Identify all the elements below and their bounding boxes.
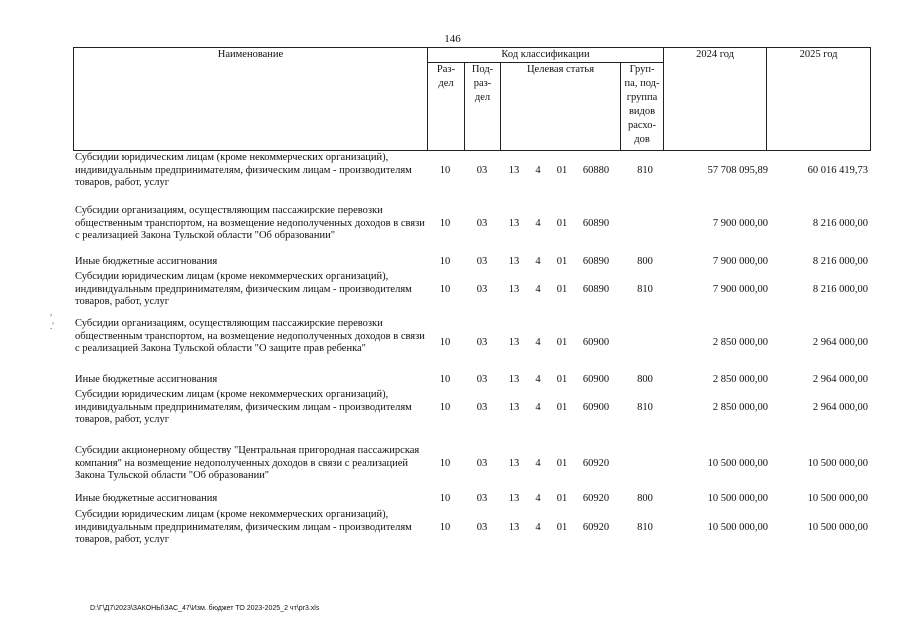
cell-y2025: 10 500 000,00: [807, 458, 868, 469]
cell-y2025: 2 964 000,00: [812, 374, 868, 385]
margin-marks: , .': [50, 307, 54, 331]
cell-y2025: 8 216 000,00: [812, 218, 868, 229]
cell-cs4: 60890: [582, 218, 610, 229]
cell-razdel: 10: [439, 522, 451, 533]
cell-y2025: 2 964 000,00: [812, 337, 868, 348]
cell-cs2: 4: [535, 493, 541, 504]
cell-y2024: 57 708 095,89: [707, 165, 768, 176]
cell-y2025: 8 216 000,00: [812, 256, 868, 267]
row-name: Субсидии юридическим лицам (кроме некоммерческих организаций), индивидуальным предпринимателям, физическим лицам - производителям товаров, работ, услуг: [75, 152, 412, 188]
cell-cs2: 4: [535, 337, 541, 348]
cell-cs4: 60920: [582, 522, 610, 533]
cell-cs4: 60900: [582, 374, 610, 385]
cell-podrazdel: 03: [476, 284, 488, 295]
cell-cs3: 01: [556, 256, 568, 267]
header-2025: 2025 год: [767, 48, 871, 151]
cell-podrazdel: 03: [476, 458, 488, 469]
header-name: Наименование: [74, 48, 428, 151]
cell-y2025: 60 016 419,73: [807, 165, 868, 176]
row-name: Иные бюджетные ассигнования: [75, 256, 218, 267]
cell-cs1: 13: [508, 337, 520, 348]
cell-podrazdel: 03: [476, 165, 488, 176]
cell-cs2: 4: [535, 256, 541, 267]
cell-cs1: 13: [508, 522, 520, 533]
cell-cs3: 01: [556, 218, 568, 229]
cell-razdel: 10: [439, 256, 451, 267]
cell-razdel: 10: [439, 458, 451, 469]
cell-podrazdel: 03: [476, 337, 488, 348]
header-2024: 2024 год: [664, 48, 767, 151]
cell-cs1: 13: [508, 256, 520, 267]
cell-cs1: 13: [508, 458, 520, 469]
row-name: Субсидии юридическим лицам (кроме некоммерческих организаций), индивидуальным предпринимателям, физическим лицам - производителям товаров, работ, услуг: [75, 509, 412, 545]
cell-cs2: 4: [535, 522, 541, 533]
cell-razdel: 10: [439, 218, 451, 229]
cell-cs1: 13: [508, 284, 520, 295]
table-header: [73, 47, 871, 151]
row-name: Иные бюджетные ассигнования: [75, 493, 218, 504]
cell-vid: 800: [637, 493, 653, 504]
cell-cs4: 60880: [582, 165, 610, 176]
cell-y2025: 10 500 000,00: [807, 493, 868, 504]
cell-cs2: 4: [535, 165, 541, 176]
cell-cs1: 13: [508, 402, 520, 413]
cell-cs2: 4: [535, 374, 541, 385]
cell-razdel: 10: [439, 374, 451, 385]
header-podrazdel: Под- раз- дел: [465, 63, 501, 151]
cell-y2025: 10 500 000,00: [807, 522, 868, 533]
page-number: 146: [444, 33, 461, 45]
header-target: Целевая статья: [501, 63, 621, 151]
cell-cs4: 60920: [582, 493, 610, 504]
cell-y2024: 7 900 000,00: [712, 218, 768, 229]
cell-cs3: 01: [556, 402, 568, 413]
row-name: Субсидии юридическим лицам (кроме некоммерческих организаций), индивидуальным предпринимателям, физическим лицам - производителям товаров, работ, услуг: [75, 389, 412, 425]
row-name: Субсидии организациям, осуществляющим пассажирские перевозки общественным транспортом, на возмещение недополученных доходов в связи с реализацией Закона Тульской области "Об образовании": [75, 205, 425, 241]
cell-razdel: 10: [439, 493, 451, 504]
cell-cs3: 01: [556, 374, 568, 385]
cell-cs4: 60900: [582, 337, 610, 348]
cell-cs1: 13: [508, 374, 520, 385]
footer-path: D:\Г\Д7\2023\ЗАКОНЫ\ЗАС_47\Изм. бюджет ТО 2023-2025_2 чт\pr3.xls: [90, 605, 320, 612]
cell-cs3: 01: [556, 458, 568, 469]
cell-y2024: 10 500 000,00: [707, 458, 768, 469]
cell-y2024: 2 850 000,00: [712, 402, 768, 413]
cell-cs3: 01: [556, 284, 568, 295]
cell-y2025: 2 964 000,00: [812, 402, 868, 413]
cell-cs3: 01: [556, 522, 568, 533]
row-name: Субсидии акционерному обществу "Центральная пригородная пассажирская компания" на возмещение недополученных доходов в связи с реализацией Закона Тульской области "Об образовании": [75, 445, 420, 481]
cell-podrazdel: 03: [476, 256, 488, 267]
cell-vid: 810: [637, 284, 653, 295]
cell-vid: 810: [637, 165, 653, 176]
cell-cs3: 01: [556, 337, 568, 348]
cell-podrazdel: 03: [476, 402, 488, 413]
row-name: Иные бюджетные ассигнования: [75, 374, 218, 385]
cell-y2024: 2 850 000,00: [712, 374, 768, 385]
cell-y2024: 10 500 000,00: [707, 493, 768, 504]
row-name: Субсидии организациям, осуществляющим пассажирские перевозки общественным транспортом, на возмещение недополученных доходов в связи с реализацией Закона Тульской области "О защите прав ребенка": [75, 318, 425, 354]
cell-cs1: 13: [508, 218, 520, 229]
cell-podrazdel: 03: [476, 493, 488, 504]
cell-cs1: 13: [508, 493, 520, 504]
cell-cs1: 13: [508, 165, 520, 176]
cell-cs3: 01: [556, 493, 568, 504]
cell-vid: 810: [637, 522, 653, 533]
header-code-group: Код классификации: [428, 48, 664, 63]
cell-cs2: 4: [535, 284, 541, 295]
cell-cs2: 4: [535, 402, 541, 413]
cell-vid: 800: [637, 256, 653, 267]
row-name: Субсидии юридическим лицам (кроме некоммерческих организаций), индивидуальным предпринимателям, физическим лицам - производителям товаров, работ, услуг: [75, 271, 412, 307]
cell-cs4: 60920: [582, 458, 610, 469]
cell-y2024: 7 900 000,00: [712, 284, 768, 295]
header-group: Груп- па, под- группа видов расхо- дов: [621, 63, 664, 151]
cell-razdel: 10: [439, 402, 451, 413]
cell-razdel: 10: [439, 165, 451, 176]
cell-y2024: 2 850 000,00: [712, 337, 768, 348]
cell-cs4: 60890: [582, 284, 610, 295]
cell-podrazdel: 03: [476, 522, 488, 533]
cell-y2024: 10 500 000,00: [707, 522, 768, 533]
cell-y2024: 7 900 000,00: [712, 256, 768, 267]
cell-podrazdel: 03: [476, 218, 488, 229]
cell-vid: 810: [637, 402, 653, 413]
header-razdel: Раз- дел: [428, 63, 465, 151]
cell-vid: 800: [637, 374, 653, 385]
cell-cs2: 4: [535, 218, 541, 229]
cell-cs4: 60900: [582, 402, 610, 413]
cell-cs2: 4: [535, 458, 541, 469]
cell-podrazdel: 03: [476, 374, 488, 385]
cell-razdel: 10: [439, 284, 451, 295]
cell-y2025: 8 216 000,00: [812, 284, 868, 295]
cell-cs3: 01: [556, 165, 568, 176]
cell-razdel: 10: [439, 337, 451, 348]
cell-cs4: 60890: [582, 256, 610, 267]
